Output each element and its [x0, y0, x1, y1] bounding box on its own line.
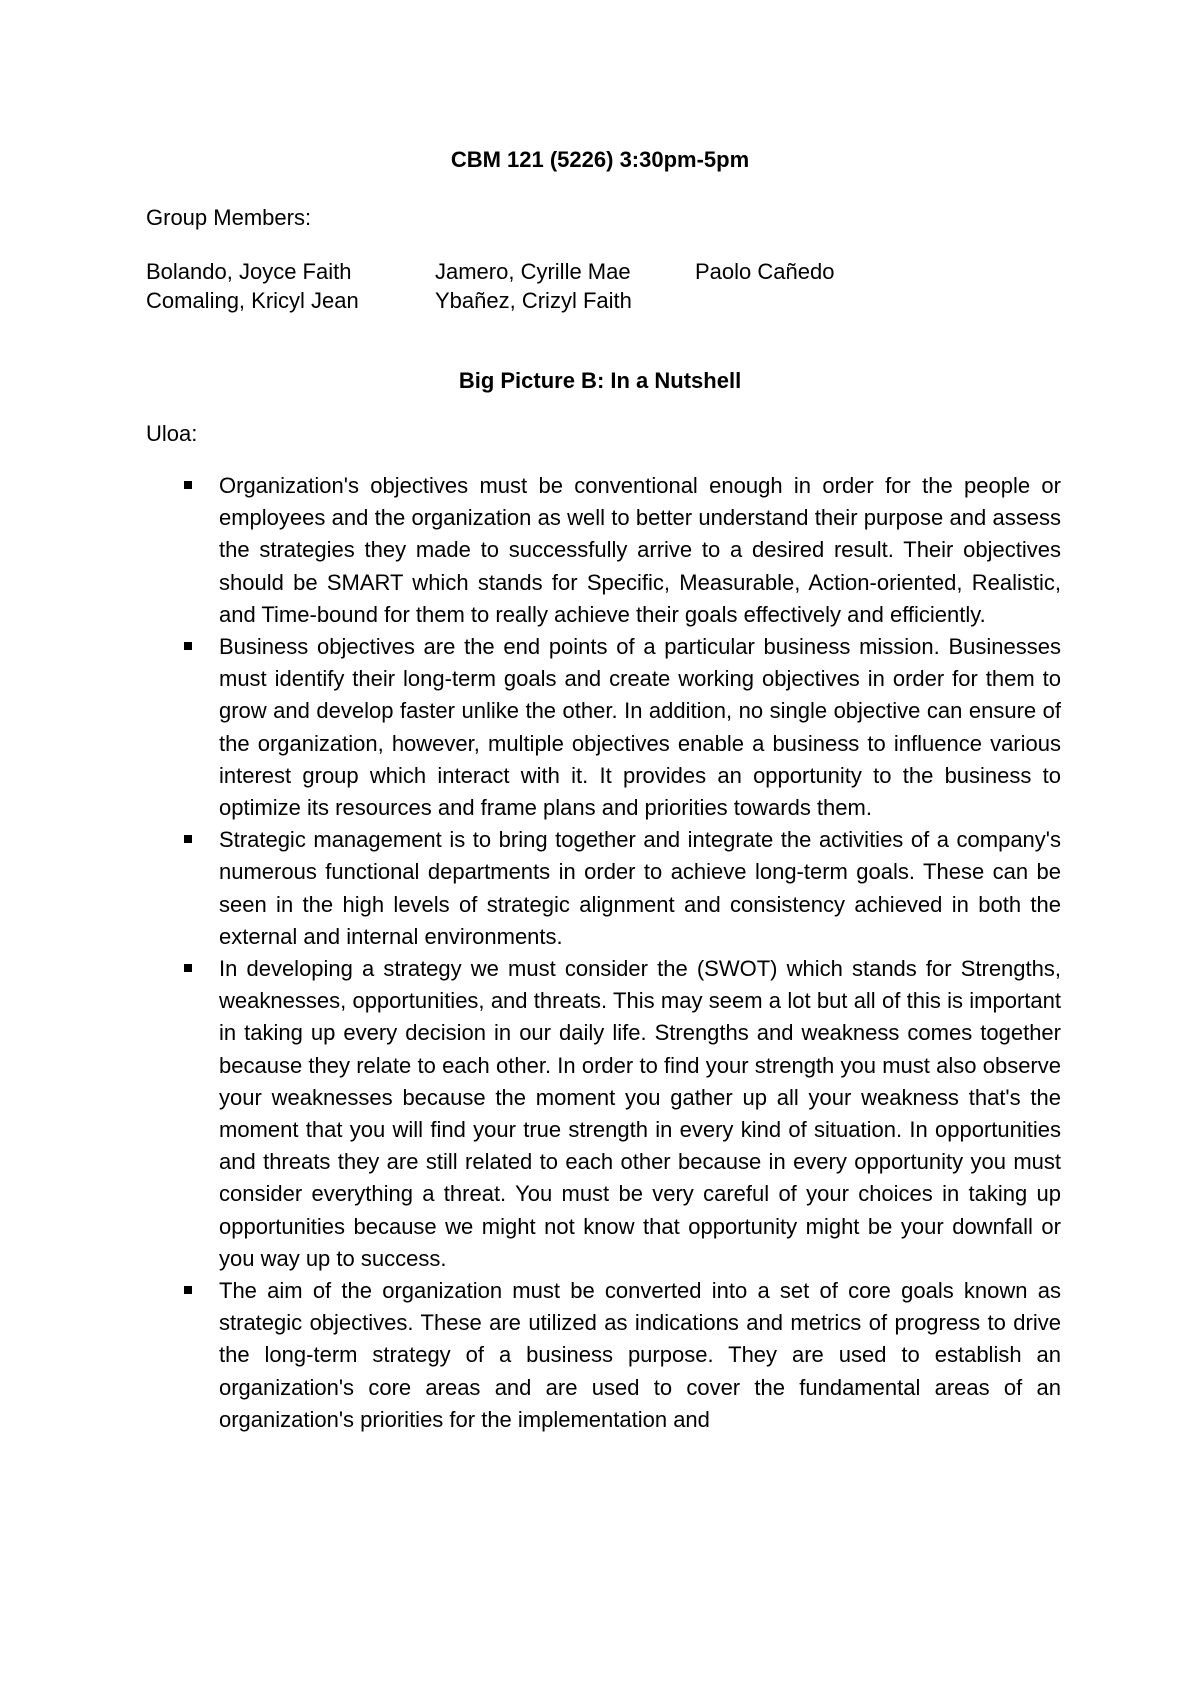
member-name: Paolo Cañedo [695, 259, 835, 284]
member-name: Comaling, Kricyl Jean [146, 288, 359, 313]
member-name: Jamero, Cyrille Mae [435, 259, 631, 284]
group-members-list [146, 258, 1046, 318]
list-item [219, 953, 1061, 1275]
list-item [219, 824, 1061, 953]
group-members-label: Group Members: [146, 205, 312, 230]
list-item [219, 631, 1061, 824]
list-item [219, 1275, 1061, 1436]
section-title: Big Picture B: In a Nutshell [458, 368, 742, 393]
member-name: Ybañez, Crizyl Faith [435, 288, 632, 313]
square-bullet-icon [184, 964, 192, 972]
course-title: CBM 121 (5226) 3:30pm-5pm [450, 147, 750, 172]
bullet-text: Strategic management is to bring together and integrate the activities of a company's numerous functional departments in order to achieve long-term goals. These can be seen in the high levels of strategic alignment and consistency achieved in both the external and internal environments. [219, 827, 1061, 949]
member-name: Bolando, Joyce Faith [146, 259, 352, 284]
bullet-text: Organization's objectives must be conventional enough in order for the people or employees and the organization as well to better understand their purpose and assess the strategies they made to successfully arrive to a desired result. Their objectives should be SMART which stands for Specific, Measurable, Action-oriented, Realistic, and Time-bound for them to really achieve their goals effectively and efficiently. [219, 473, 1061, 627]
bullet-text: In developing a strategy we must consider the (SWOT) which stands for Strengths, weaknesses, opportunities, and threats. This may seem a lot but all of this is important in taking up every decision in our daily life. Strengths and weakness comes together because they relate to each other. In order to find your strength you must also observe your weaknesses because the moment you gather up all your weakness that's the moment that you will find your true strength in every kind of situation. In opportunities and threats they are still related to each other because in every opportunity you must consider everything a threat. You must be very careful of your choices in taking up opportunities because we might not know that opportunity might be your downfall or you way up to success. [219, 956, 1061, 1271]
square-bullet-icon [184, 642, 192, 650]
section-label: Uloa: [146, 421, 198, 446]
square-bullet-icon [184, 1286, 192, 1294]
list-item [219, 470, 1061, 631]
square-bullet-icon [184, 481, 192, 489]
bullet-list [0, 470, 1200, 1436]
bullet-text: The aim of the organization must be converted into a set of core goals known as strategic objectives. These are utilized as indications and metrics of progress to drive the long-term strategy of a business purpose. They are used to establish an organization's core areas and are used to cover the fundamental areas of an organization's priorities for the implementation and [219, 1278, 1061, 1432]
bullet-text: Business objectives are the end points of a particular business mission. Businesses must identify their long-term goals and create working objectives in order for them to grow and develop faster unlike the other. In addition, no single objective can ensure of the organization, however, multiple objectives enable a business to influence various interest group which interact with it. It provides an opportunity to the business to optimize its resources and frame plans and priorities towards them. [219, 634, 1061, 821]
square-bullet-icon [184, 835, 192, 843]
